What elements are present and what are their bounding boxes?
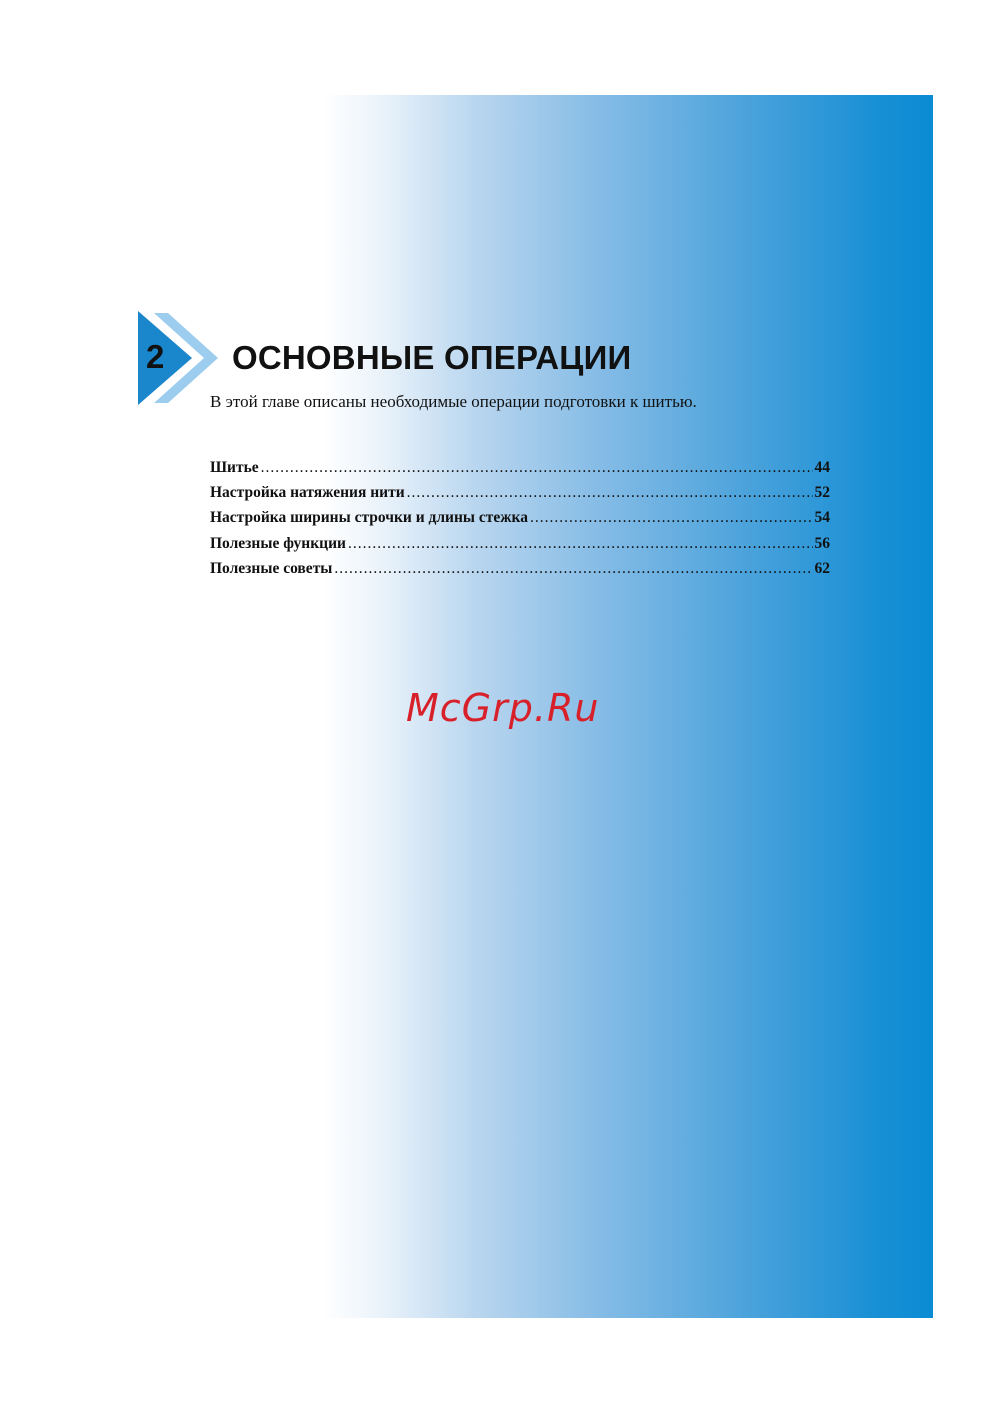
- chapter-title: ОСНОВНЫЕ ОПЕРАЦИИ: [232, 339, 632, 376]
- toc-dot-leader: [261, 459, 813, 477]
- chapter-intro-text: В этой главе описаны необходимые операции подготовки к шитью.: [210, 392, 697, 411]
- toc-item-useful-tips[interactable]: [210, 560, 830, 585]
- toc-item-stitch-width-length[interactable]: [210, 509, 830, 534]
- toc-dot-leader: [530, 509, 813, 527]
- toc-item-sewing[interactable]: [210, 459, 830, 484]
- toc-item-page: 44: [814, 459, 830, 476]
- toc-dot-leader: [334, 560, 812, 578]
- toc-item-label: Полезные советы: [210, 559, 333, 577]
- toc-item-label: Настройка натяжения нити: [210, 484, 405, 502]
- table-of-contents: [210, 459, 830, 585]
- toc-item-label: Шитье: [210, 459, 259, 476]
- toc-item-useful-functions[interactable]: [210, 535, 830, 560]
- toc-item-thread-tension[interactable]: [210, 484, 830, 509]
- watermark-text: McGrp.Ru: [406, 686, 600, 730]
- toc-item-page: 52: [814, 484, 830, 502]
- chapter-number: 2: [146, 338, 165, 375]
- toc-dot-leader: [407, 484, 813, 502]
- toc-item-page: 56: [814, 534, 830, 552]
- toc-item-page: 54: [814, 509, 830, 527]
- toc-dot-leader: [348, 535, 813, 553]
- toc-item-page: 62: [814, 559, 830, 577]
- toc-item-label: Настройка ширины строчки и длины стежка: [210, 509, 528, 527]
- toc-item-label: Полезные функции: [210, 534, 346, 552]
